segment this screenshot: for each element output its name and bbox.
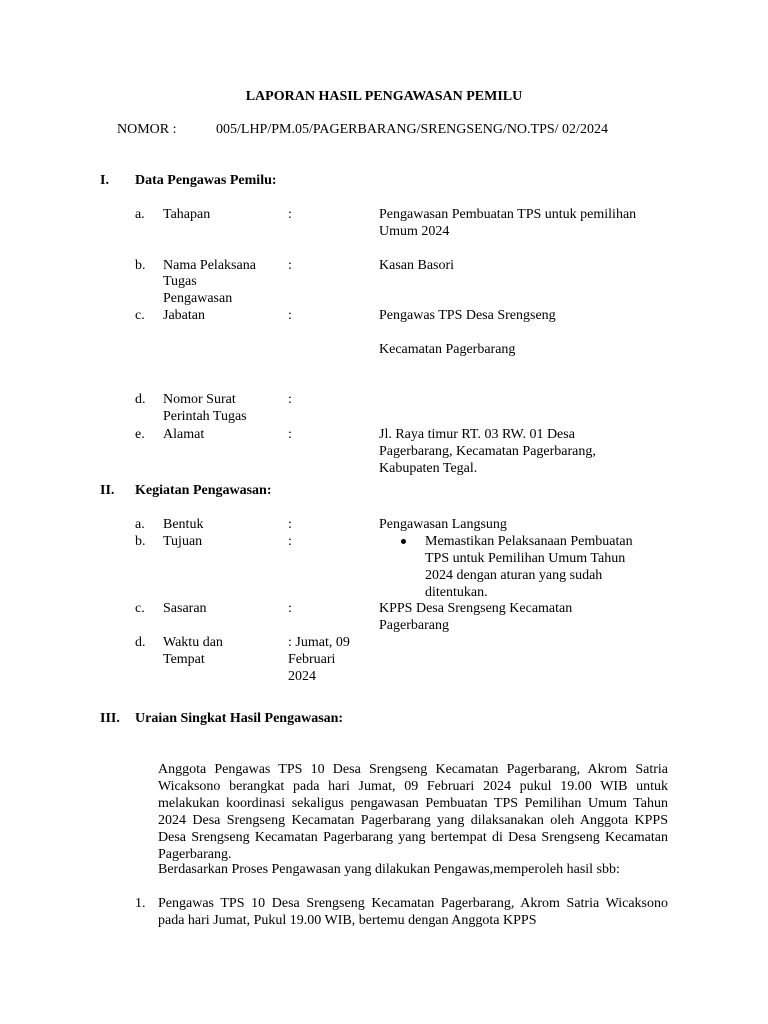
- row-value-line: Februari: [288, 652, 336, 667]
- row-colon: :: [288, 427, 292, 442]
- row-label: Jabatan: [163, 308, 205, 323]
- row-value: Pengawasan Langsung: [379, 517, 507, 532]
- row-value-line: Pagerbarang, Kecamatan Pagerbarang,: [379, 444, 596, 459]
- row-letter: c.: [135, 601, 145, 616]
- nomor-label: NOMOR :: [117, 122, 177, 137]
- row-letter: d.: [135, 392, 146, 407]
- row-value-line: Jl. Raya timur RT. 03 RW. 01 Desa: [379, 427, 575, 442]
- section-1-number: I.: [100, 173, 109, 188]
- row-label: Tujuan: [163, 534, 203, 549]
- row-value-line: Pagerbarang: [379, 618, 449, 633]
- row-label: Sasaran: [163, 601, 207, 616]
- row-letter: b.: [135, 534, 146, 549]
- document-title: LAPORAN HASIL PENGAWASAN PEMILU: [245, 89, 523, 104]
- row-value-secondary: Kecamatan Pagerbarang: [379, 342, 516, 357]
- row-value-line: 2024: [288, 669, 316, 684]
- section-2-title: Kegiatan Pengawasan:: [135, 483, 272, 498]
- row-value-line: Kabupaten Tegal.: [379, 461, 478, 476]
- section-3-title: Uraian Singkat Hasil Pengawasan:: [135, 711, 344, 726]
- row-value-line: Pengawasan Pembuatan TPS untuk pemilihan: [379, 207, 637, 222]
- row-label-line: Tugas: [163, 274, 197, 289]
- row-value: Pengawas TPS Desa Srengseng: [379, 308, 556, 323]
- row-label-line: Waktu dan: [163, 635, 223, 650]
- row-letter: d.: [135, 635, 146, 650]
- row-value-line: Umum 2024: [379, 224, 450, 239]
- row-value-line: KPPS Desa Srengseng Kecamatan: [379, 601, 573, 616]
- row-letter: a.: [135, 207, 145, 222]
- section-3-number: III.: [100, 711, 120, 726]
- row-letter: b.: [135, 258, 146, 273]
- section-2-number: II.: [100, 483, 115, 498]
- row-value: Kasan Basori: [379, 258, 455, 273]
- row-label-line: Perintah Tugas: [163, 409, 247, 424]
- row-colon: :: [288, 392, 292, 407]
- bullet-line: Memastikan Pelaksanaan Pembuatan: [425, 534, 633, 549]
- bullet-line: TPS untuk Pemilihan Umum Tahun: [425, 551, 626, 566]
- row-colon: :: [288, 517, 292, 532]
- list-item-text: Pengawas TPS 10 Desa Srengseng Kecamatan Pagerbarang, Akrom Satria Wicaksono pada hari Jumat, Pukul 19.00 WIB, bertemu dengan Anggota KPPS: [158, 896, 668, 928]
- section-1-title: Data Pengawas Pemilu:: [135, 173, 277, 188]
- bullet-line: ditentukan.: [425, 585, 488, 600]
- row-label: Alamat: [163, 427, 205, 442]
- paragraph-1: Anggota Pengawas TPS 10 Desa Srengseng Kecamatan Pagerbarang, Akrom Satria Wicaksono berangkat pada hari Jumat, 09 Februari 2024 pukul 19.00 WIB untuk melakukan koordinasi sekaligus pengawasan Pembuatan TPS Pemilihan Umum Tahun 2024 Desa Srengseng Kecamatan Pagerbarang yang dilaksanakan oleh Anggota KPPS Desa Srengseng Kecamatan Pagerbarang yang bertempat di Desa Srengseng Kecamatan Pagerbarang.: [158, 762, 668, 862]
- row-colon: :: [288, 601, 292, 616]
- paragraph-2: Berdasarkan Proses Pengawasan yang dilakukan Pengawas,memperoleh hasil sbb:: [158, 862, 620, 877]
- nomor-value: 005/LHP/PM.05/PAGERBARANG/SRENGSENG/NO.TPS/ 02/2024: [216, 122, 608, 137]
- row-label: Tahapan: [163, 207, 211, 222]
- row-letter: a.: [135, 517, 145, 532]
- row-label: Bentuk: [163, 517, 204, 532]
- row-colon: :: [288, 534, 292, 549]
- bullet-line: 2024 dengan aturan yang sudah: [425, 568, 603, 583]
- row-label-line: Nomor Surat: [163, 392, 236, 407]
- row-value-line: : Jumat, 09: [288, 635, 350, 650]
- row-colon: :: [288, 258, 292, 273]
- row-label-line: Tempat: [163, 652, 205, 667]
- row-label-line: Pengawasan: [163, 291, 233, 306]
- list-item-number: 1.: [135, 896, 146, 911]
- row-colon: :: [288, 207, 292, 222]
- bullet-icon: [401, 539, 406, 544]
- row-letter: e.: [135, 427, 145, 442]
- row-colon: :: [288, 308, 292, 323]
- row-label-line: Nama Pelaksana: [163, 258, 256, 273]
- row-letter: c.: [135, 308, 145, 323]
